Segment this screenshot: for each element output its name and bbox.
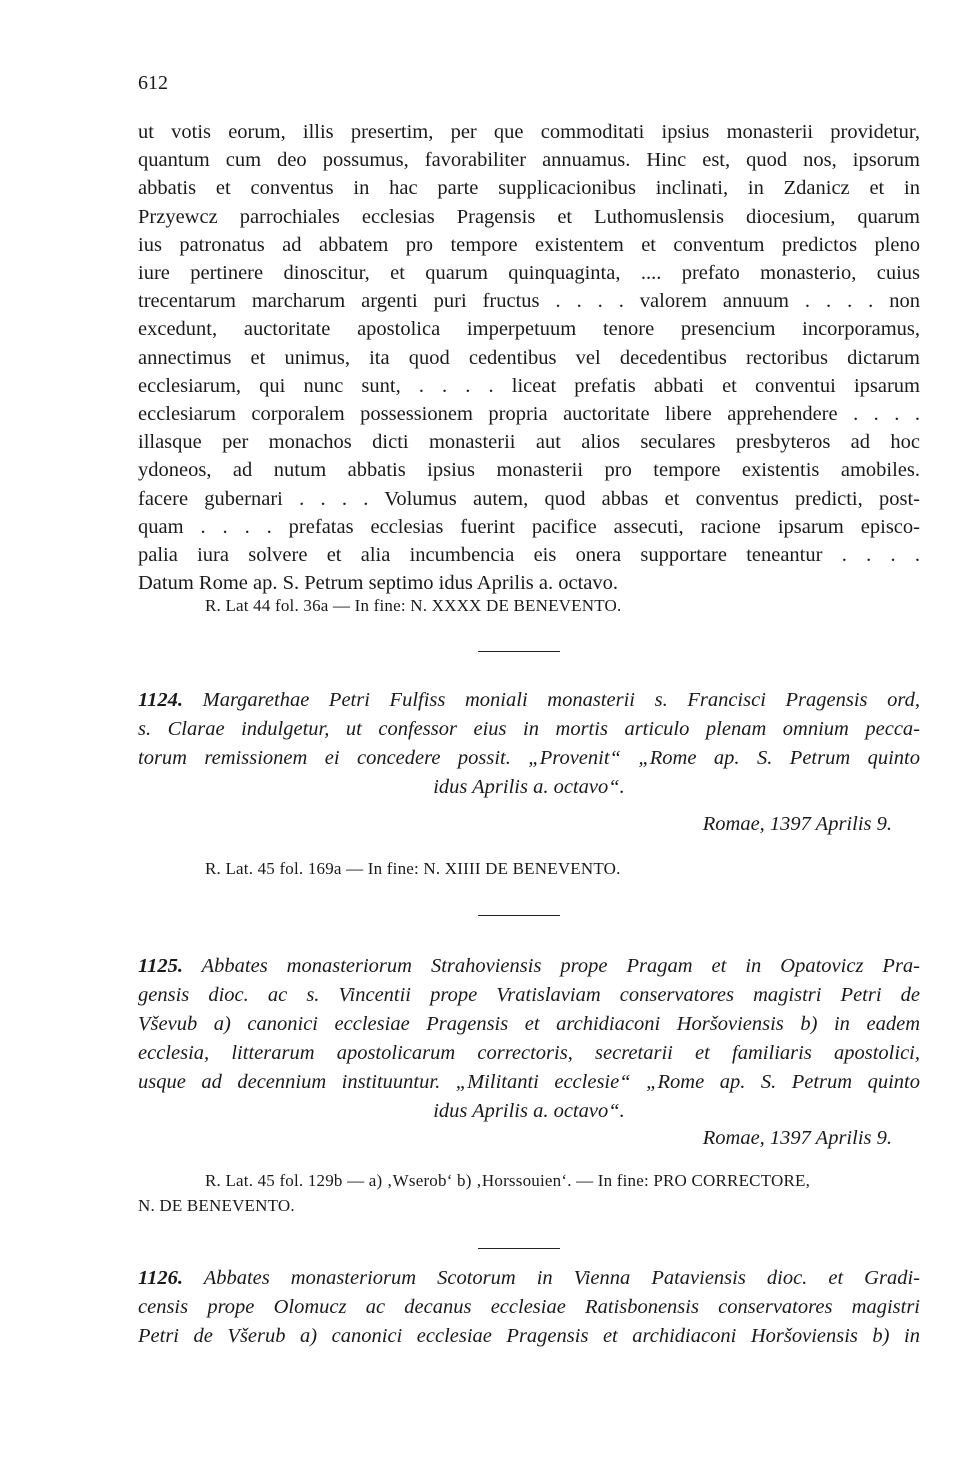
source-note: R. Lat. 45 fol. 129b — a) ‚Wserob‘ b) ‚Horssouien‘. — In fine: PRO CORRECTORE, xyxy=(205,1171,811,1190)
entry-regest-line: Vševub a) canonici ecclesiae Pragensis et archidiaconi Horšoviensis b) in eadem xyxy=(138,1013,920,1035)
body-line: facere gubernari . . . . Volumus autem, quod abbas et conventus predicti, post- xyxy=(138,487,920,510)
body-line: illasque per monachos dicti monasterii aut alios seculares presbyteros ad hoc xyxy=(138,431,920,454)
entry-1124-date-block xyxy=(138,810,920,839)
body-line: iure pertinere dinoscitur, et quarum quinquaginta, .... prefato monasterio, cuius xyxy=(138,262,920,285)
entry-regest-line: usque ad decennium instituuntur. „Militanti ecclesie“ „Rome ap. S. Petrum quinto xyxy=(138,1071,920,1093)
entry-regest-line: s. Clarae indulgetur, ut confessor eius in mortis articulo plenam omnium pecca- xyxy=(138,718,920,740)
body-line: palia iura solvere et alia incumbencia eis onera supportare teneantur . . . . xyxy=(138,544,920,567)
section-divider xyxy=(478,651,560,652)
body-line: ecclesiarum corporalem possessionem propria auctoritate libere apprehendere . . . . xyxy=(138,403,920,426)
entry-1125-date-block xyxy=(138,1124,920,1153)
page-number: 612 xyxy=(138,72,168,94)
entry-regest-line: ecclesia, litterarum apostolicarum correctoris, secretarii et familiaris apostolici, xyxy=(138,1042,920,1064)
entry-regest-line: gensis dioc. ac s. Vincentii prope Vratislaviam conservatores magistri Petri de xyxy=(138,984,920,1006)
source-note: R. Lat. 45 fol. 169a — In fine: N. XIIII DE BENEVENTO. xyxy=(205,859,621,878)
body-line: trecentarum marcharum argenti puri fructus . . . . valorem annuum . . . . non xyxy=(138,290,920,313)
entry-regest-line: idus Aprilis a. octavo“. xyxy=(433,1100,625,1122)
entry-regest-line: idus Aprilis a. octavo“. xyxy=(433,776,625,798)
entry-date: Romae, 1397 Aprilis 9. xyxy=(702,1127,892,1149)
body-line: Datum Rome ap. S. Petrum septimo idus Aprilis a. octavo. xyxy=(138,572,618,595)
body-line: abbatis et conventus in hac parte supplicacionibus inclinati, in Zdanicz et in xyxy=(138,177,920,200)
entry-1125 xyxy=(138,952,920,1126)
entry-regest-line: Abbates monasteriorum Scotorum in Vienna Pataviensis dioc. et Gradi- xyxy=(203,1267,920,1289)
body-line: ydoneos, ad nutum abbatis ipsius monasterii pro tempore existentis amobiles. xyxy=(138,459,920,482)
source-note: R. Lat 44 fol. 36a — In fine: N. XXXX DE BENEVENTO. xyxy=(205,596,622,615)
body-line: quam . . . . prefatas ecclesias fuerint pacifice assecuti, racione ipsarum episco- xyxy=(138,515,920,538)
body-line: quantum cum deo possumus, favorabiliter annuamus. Hinc est, quod nos, ipsorum xyxy=(138,149,920,172)
body-line: ius patronatus ad abbatem pro tempore existentem et conventum predictos pleno xyxy=(138,233,920,256)
entry-1126 xyxy=(138,1264,920,1351)
entry-regest-line: Margarethae Petri Fulfiss moniali monasterii s. Francisci Pragensis ord, xyxy=(202,689,921,711)
entry-regest-line: Abbates monasteriorum Strahoviensis prope Pragam et in Opatovicz Pra- xyxy=(201,955,920,977)
entry-1124 xyxy=(138,686,920,802)
entry-number: 1125. xyxy=(138,955,183,977)
entry-regest-line: torum remissionem ei concedere possit. „Provenit“ „Rome ap. S. Petrum quinto xyxy=(138,747,920,769)
entry-regest-line: censis prope Olomucz ac decanus ecclesiae Ratisbonensis conservatores magistri xyxy=(138,1296,920,1318)
body-line: Przyewcz parrochiales ecclesias Pragensis et Luthomuslensis diocesium, quarum xyxy=(138,205,920,228)
body-line: annectimus et unimus, ita quod cedentibus vel decedentibus rectoribus dictarum xyxy=(138,346,920,369)
entry-date: Romae, 1397 Aprilis 9. xyxy=(702,813,892,835)
section-divider xyxy=(478,1248,560,1249)
body-line: ut votis eorum, illis presertim, per que commoditati ipsius monasterii providetur, xyxy=(138,121,920,143)
entry-regest-line: Petri de Všerub a) canonici ecclesiae Pragensis et archidiaconi Horšoviensis b) in xyxy=(138,1325,920,1347)
section-divider xyxy=(478,915,560,916)
body-line: ecclesiarum, qui nunc sunt, . . . . liceat prefatis abbati et conventui ipsarum xyxy=(138,374,920,397)
body-line: excedunt, auctoritate apostolica imperpetuum tenore presencium incorporamus, xyxy=(138,318,920,341)
source-note-continued: N. DE BENEVENTO. xyxy=(138,1196,295,1215)
entry-number: 1124. xyxy=(138,689,183,711)
letter-body xyxy=(138,118,920,597)
entry-number: 1126. xyxy=(138,1267,183,1289)
